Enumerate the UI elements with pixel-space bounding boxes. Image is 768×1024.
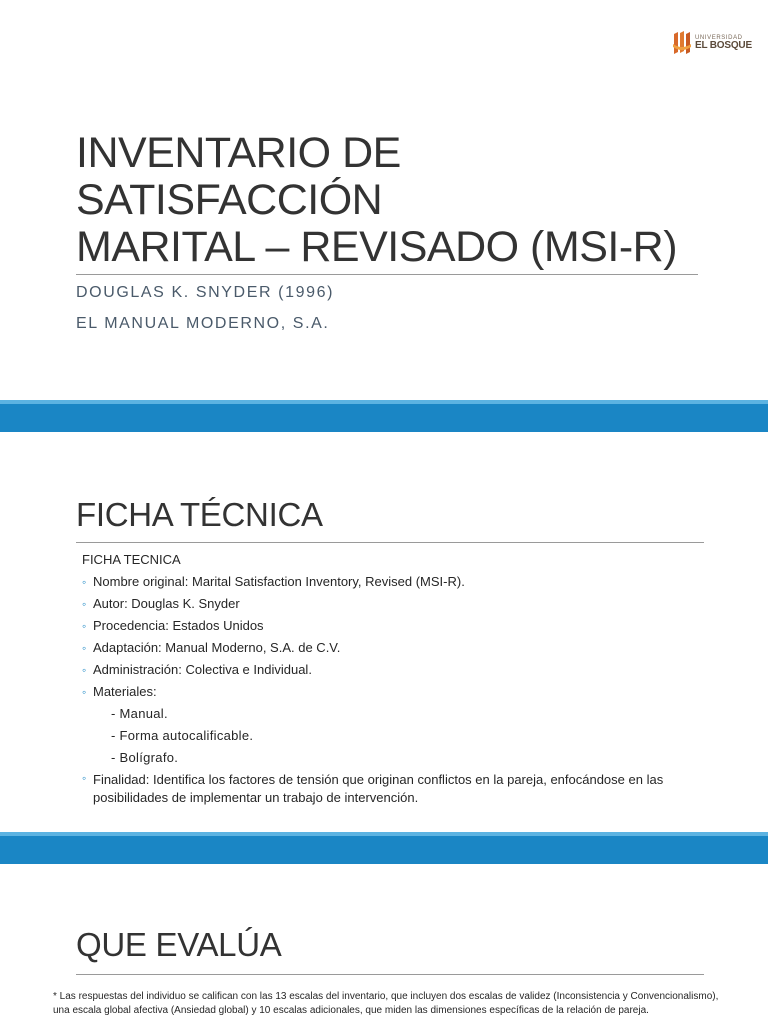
title-slide bbox=[0, 0, 768, 400]
main-title bbox=[76, 130, 716, 271]
main-title-line-1: INVENTARIO DE SATISFACCIÓN bbox=[76, 129, 401, 224]
section-divider bbox=[76, 974, 704, 975]
list-item: ◦ Administración: Colectiva e Individual. bbox=[82, 659, 722, 681]
list-item: ◦ Adaptación: Manual Moderno, S.A. de C.V. bbox=[82, 637, 722, 659]
material-item: - Bolígrafo. bbox=[111, 750, 179, 765]
university-logo bbox=[672, 30, 752, 56]
main-title-line-2: MARITAL – REVISADO (MSI-R) bbox=[76, 223, 678, 271]
evaluation-text: * Las respuestas del individuo se califican con las 13 escalas del inventario, que incluyen dos escalas de validez (Inconsistencia y Convencionalismo), una escala global afectiva (Ansiedad global) y 10 escalas adicionales, que miden las dimensiones específicas de la relación de pareja. bbox=[53, 991, 719, 1016]
slide-separator bbox=[0, 832, 768, 864]
finalidad-item: ◦ Finalidad: Identifica los factores de tensión que originan conflictos en la pareja, enfocándose en las posibilidades de implementar un trabajo de intervención. bbox=[82, 769, 722, 807]
list-item: ◦ Nombre original: Marital Satisfaction Inventory, Revised (MSI-R). bbox=[82, 571, 722, 593]
list-item: ◦ Materiales: bbox=[82, 681, 722, 703]
logo-small-text: UNIVERSIDAD bbox=[695, 35, 743, 41]
university-logo-icon bbox=[672, 30, 692, 56]
list-heading: FICHA TECNICA bbox=[82, 552, 181, 567]
publisher-subtitle: EL MANUAL MODERNO, S.A. bbox=[76, 315, 330, 332]
title-divider bbox=[76, 274, 698, 275]
list-item: ◦ Procedencia: Estados Unidos bbox=[82, 615, 722, 637]
section-title: QUE EVALÚA bbox=[76, 926, 282, 963]
slide-separator bbox=[0, 400, 768, 432]
logo-name: EL BOSQUE bbox=[695, 40, 752, 51]
material-item: - Manual. bbox=[111, 706, 168, 721]
technical-list bbox=[82, 549, 722, 807]
author-subtitle: DOUGLAS K. SNYDER (1996) bbox=[76, 284, 335, 301]
material-item: - Forma autocalificable. bbox=[111, 728, 254, 743]
section-title: FICHA TÉCNICA bbox=[76, 496, 323, 533]
que-evalua-slide bbox=[0, 864, 768, 1024]
section-divider bbox=[76, 542, 704, 543]
list-item: ◦ Autor: Douglas K. Snyder bbox=[82, 593, 722, 615]
ficha-tecnica-slide bbox=[0, 432, 768, 832]
